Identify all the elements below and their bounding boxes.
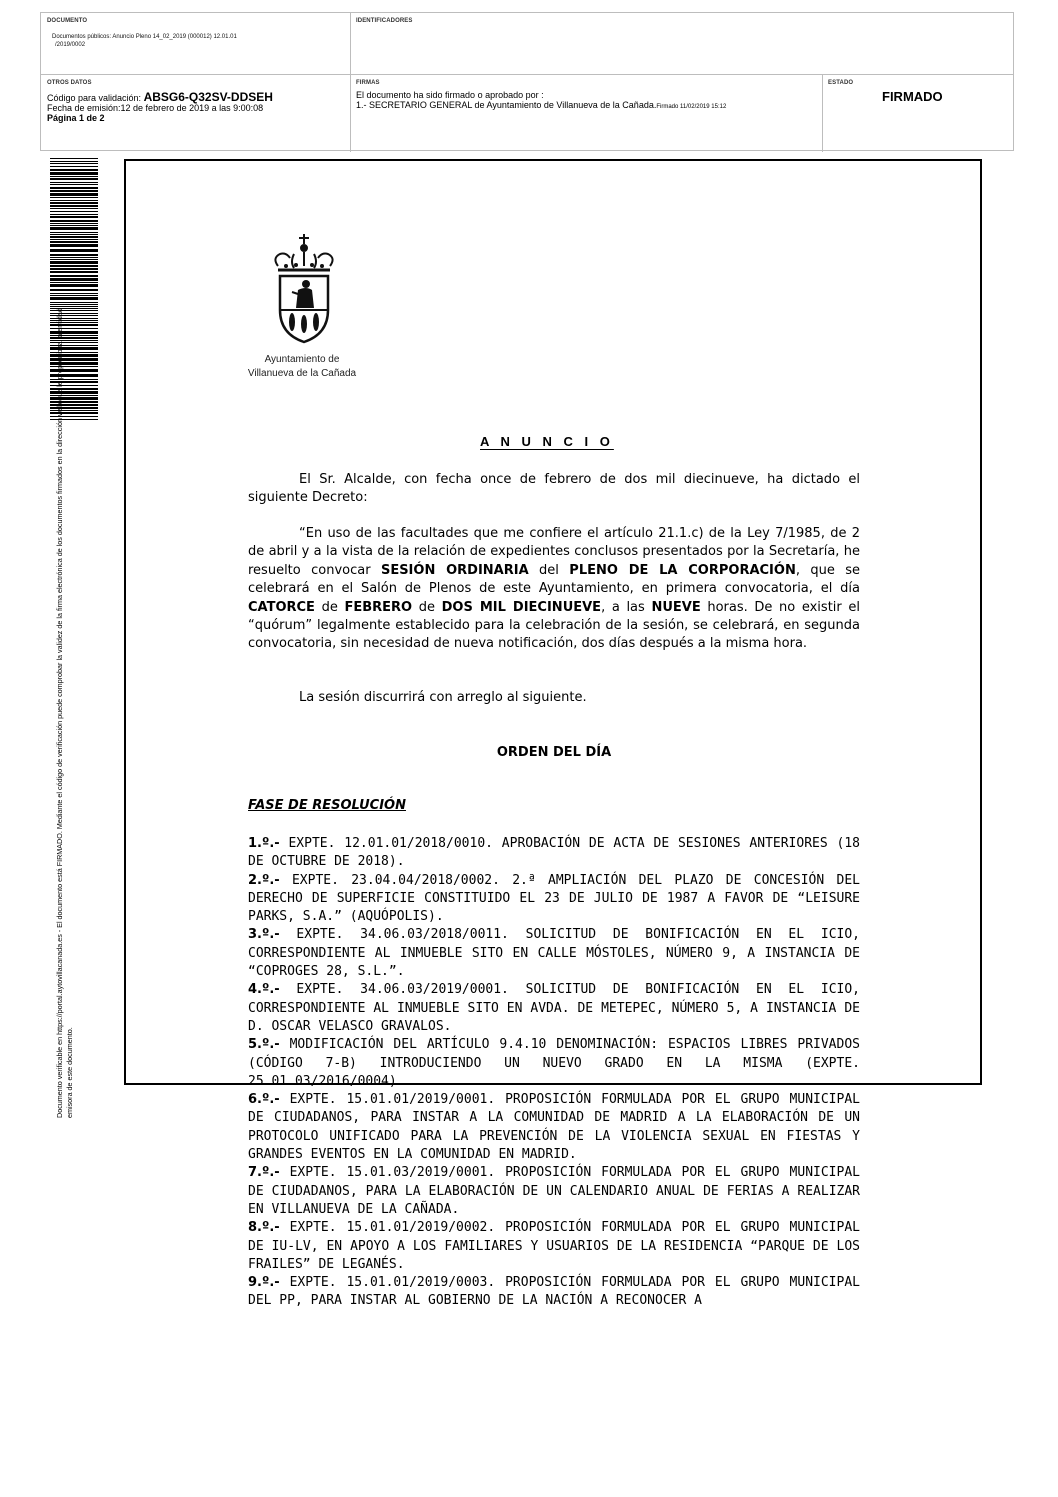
item-number: 5.º.- — [248, 1037, 280, 1053]
page-indicator: Página 1 de 2 — [47, 113, 105, 123]
item-number: 9.º.- — [248, 1275, 280, 1291]
item-number: 7.º.- — [248, 1165, 280, 1181]
firmas-signer-text: 1.- SECRETARIO GENERAL de Ayuntamiento de Villanueva de la Cañada. — [356, 100, 657, 110]
item-text: EXPTE. 23.04.04/2018/0002. 2.ª AMPLIACIÓN DEL PLAZO DE CONCESIÓN DEL DERECHO DE SUPERFICIE CONSTITUIDO EL 23 DE JULIO DE 1987 A FAVOR DE “LEISURE PARKS, S.A.” (AQUÓPOLIS). — [248, 872, 860, 925]
documento-value-cont: /2019/0002 — [55, 42, 86, 48]
decree-text: “En uso de las facultades que me confiere el artículo 21.1.c) de la Ley 7/1985, de 2 de abril y a la vista de la relación de expedientes conclusos presentados por la Secretaría, he resuelto convocar — [248, 526, 860, 578]
item-text: EXPTE. 15.01.03/2019/0001. PROPOSICIÓN FORMULADA POR EL GRUPO MUNICIPAL DE CIUDADANOS, PARA LA ELABORACIÓN DE UN CALENDARIO ANUAL DE FERIAS A REALIZAR EN VILLANUEVA DE LA CAÑADA. — [248, 1165, 860, 1217]
documento-cell — [47, 18, 347, 49]
side-text-line-2: emisora de este documento. — [65, 1027, 74, 1118]
decree-bold: PLENO DE LA CORPORACIÓN — [569, 562, 796, 578]
header-divider — [350, 74, 351, 152]
decree-bold: NUEVE — [651, 599, 701, 615]
agenda-item — [248, 926, 860, 981]
document-title: A N U N C I O — [480, 434, 614, 449]
firmas-date: Firmado 11/02/2019 15:12 — [656, 104, 727, 110]
decree-text: del — [528, 562, 570, 578]
metadata-header — [40, 12, 1014, 151]
side-text-line-1: Documento verificable en https://portal.aytovillacanada.es - El documento está FIRMADO. Mediante el código de verificación puede comprobar la validez de la firma electrónica de los documentos firmados en la dirección web que le proporciona la entidad — [55, 308, 64, 1118]
agenda-item — [248, 872, 860, 927]
item-text: EXPTE. 15.01.01/2019/0002. PROPOSICIÓN FORMULADA POR EL GRUPO MUNICIPAL DE IU-LV, EN APOYO A LOS FAMILIARES Y USUARIOS DE LA RESIDENCIA “PARQUE DE LOS FRAILES” DE LEGANÉS. — [248, 1220, 860, 1272]
item-number: 3.º.- — [248, 927, 280, 943]
decree-text: , a las — [601, 599, 652, 615]
phase-heading: FASE DE RESOLUCIÓN — [248, 798, 406, 813]
header-divider — [350, 13, 351, 74]
decree-bold: DOS MIL DIECINUEVE — [441, 599, 602, 615]
firmas-cell — [356, 80, 818, 112]
firmas-line: El documento ha sido firmado o aprobado por : — [356, 90, 544, 100]
agenda-item — [248, 835, 860, 872]
estado-value: FIRMADO — [882, 89, 943, 104]
agenda-item — [248, 1036, 860, 1091]
verification-side-text — [55, 88, 95, 1118]
agenda-list — [248, 835, 860, 1311]
item-text: EXPTE. 12.01.01/2018/0010. APROBACIÓN DE ACTA DE SESIONES ANTERIORES (18 DE OCTUBRE DE 2018). — [248, 836, 860, 870]
agenda-item — [248, 1274, 860, 1311]
item-text: EXPTE. 15.01.01/2019/0001. PROPOSICIÓN FORMULADA POR EL GRUPO MUNICIPAL DE CIUDADANOS, PARA INSTAR A LA COMUNIDAD DE MADRID A LA ELABORACIÓN DE UN PROTOCOLO UNIFICADO PARA LA PREVENCIÓN DE LA VIOLENCIA SEXUAL EN FIESTAS Y GRANDES EVENTOS EN LA COMUNIDAD EN MADRID. — [248, 1092, 860, 1163]
decree-bold: SESIÓN ORDINARIA — [380, 562, 529, 578]
agenda-item — [248, 1164, 860, 1219]
header-divider — [822, 74, 823, 152]
item-number: 1.º.- — [248, 836, 280, 851]
agenda-item — [248, 1219, 860, 1274]
validation-code: ABSG6-Q32SV-DDSEH — [143, 90, 273, 104]
logo-text-1: Ayuntamiento de — [264, 354, 340, 365]
item-text: MODIFICACIÓN DEL ARTÍCULO 9.4.10 DENOMINACIÓN: ESPACIOS LIBRES PRIVADOS (CÓDIGO 7-B) INTRODUCIENDO UN NUEVO GRADO EN LA MISMA (EXPTE. 25.01.03/2016/0004). — [248, 1037, 860, 1089]
documento-label: DOCUMENTO — [47, 18, 88, 24]
item-number: 2.º.- — [248, 872, 280, 888]
decree-text: de — [314, 599, 345, 615]
decree-text: , que se celebrará en el Salón de Plenos de este Ayuntamiento, en primera convocatoria, el día — [248, 562, 860, 597]
estado-label: ESTADO — [828, 80, 854, 86]
item-text: EXPTE. 34.06.03/2019/0001. SOLICITUD DE BONIFICACIÓN EN EL ICIO, CORRESPONDIENTE AL INMUEBLE SITO EN AVDA. DE METEPEC, NÚMERO 5, A INSTANCIA DE D. OSCAR VELASCO GRAVALOS. — [248, 982, 860, 1034]
agenda-item — [248, 981, 860, 1036]
item-text: EXPTE. 15.01.01/2019/0003. PROPOSICIÓN FORMULADA POR EL GRUPO MUNICIPAL DEL PP, PARA INSTAR AL GOBIERNO DE LA NACIÓN A RECONOCER A — [248, 1275, 860, 1309]
item-text: EXPTE. 34.06.03/2018/0011. SOLICITUD DE BONIFICACIÓN EN EL ICIO, CORRESPONDIENTE AL INMUEBLE SITO EN CALLE MÓSTOLES, NÚMERO 9, A INSTANCIA DE “COPROGES 28, S.L.”. — [248, 927, 860, 980]
decree-paragraph — [248, 525, 860, 654]
estado-cell — [828, 80, 1008, 104]
firmas-signer — [356, 100, 818, 112]
item-number: 6.º.- — [248, 1092, 280, 1108]
emission-date: Fecha de emisión:12 de febrero de 2019 a las 9:00:08 — [47, 103, 264, 113]
decree-text: horas. De no existir el “quórum” legalmente establecido para la celebración de la sesión, se celebrará, en segunda convocatoria, sin necesidad de nueva notificación, dos días después a la misma hora. — [248, 599, 860, 652]
agenda-item — [248, 1091, 860, 1164]
decree-bold: CATORCE — [248, 599, 315, 615]
validation-prefix: Código para validación: — [47, 93, 144, 103]
agenda-heading: ORDEN DEL DÍA — [496, 745, 612, 760]
item-number: 4.º.- — [248, 982, 280, 998]
intro-paragraph: El Sr. Alcalde, con fecha once de febrero de dos mil diecinueve, ha dictado el siguiente Decreto: — [248, 472, 860, 506]
decree-bold: FEBRERO — [344, 599, 413, 615]
logo-text-2: Villanueva de la Cañada — [247, 368, 357, 379]
session-line: La sesión discurrirá con arreglo al siguiente. — [299, 690, 587, 705]
firmas-label: FIRMAS — [356, 80, 380, 86]
identificadores-label: IDENTIFICADORES — [356, 18, 413, 24]
decree-text: de — [412, 599, 442, 615]
item-number: 8.º.- — [248, 1220, 280, 1236]
coat-of-arms-logo — [264, 232, 344, 347]
header-divider — [41, 74, 1013, 75]
identificadores-cell — [356, 18, 956, 24]
otros-datos-label: OTROS DATOS — [47, 80, 92, 86]
documento-value: Documentos públicos: Anuncio Pleno 14_02_2019 (000012) 12.01.01 — [52, 34, 237, 40]
